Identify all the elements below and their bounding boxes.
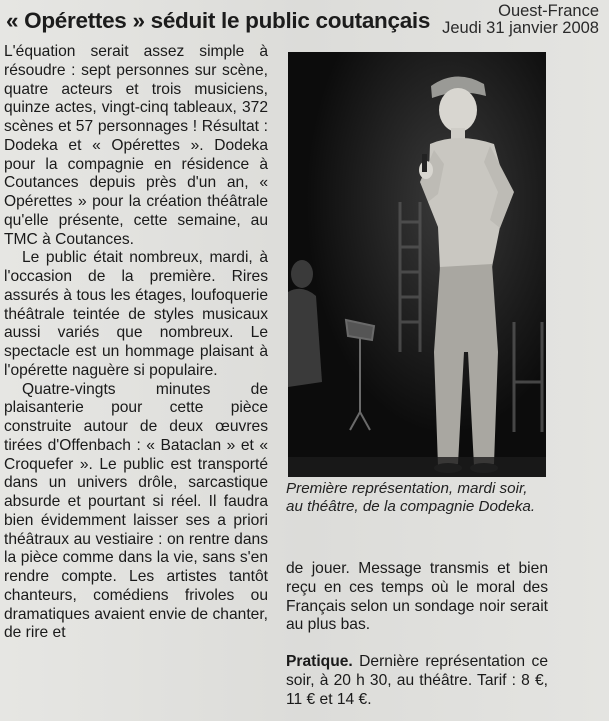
article-paragraph: Quatre-vingts minutes de plaisanterie pour cette pièce construite autour de deux œuvres tirées d'Offenbach : « Bataclan » et « Croquefer ». Le public est transporté dans un univers drôle, sarcastique absurde et pourtant si réel. Il faudra bien évidemment laisser ses a priori théâtraux au vestiaire : on rentre dans la pièce comme dans la vie, sans s'en rendre compte. Les artistes tantôt chanteurs, comédiens frivoles ou dramatiques avaient envie de chanter, de rire et [4, 380, 268, 642]
stage-photo [288, 52, 546, 477]
pratique-label: Pratique. [286, 653, 353, 670]
article-paragraph: Le public était nombreux, mardi, à l'occasion de la première. Rires assurés à tous les étages, loufoquerie théâtrale teintée de styles musicaux aussi variés que nombreux. Le spectacle est un hommage plaisant à l'opérette naguère si populaire. [4, 249, 268, 379]
publication-date: Jeudi 31 janvier 2008 [442, 19, 599, 37]
article-body-right-column [286, 560, 548, 709]
photo-caption: Première représentation, mardi soir, au théâtre, de la compagnie Dodeka. [286, 480, 536, 516]
article-paragraph: L'équation serait assez simple à résoudre : sept personnes sur scène, quatre acteurs et trois musiciens, quinze actes, vingt-cinq tableaux, 372 scènes et 57 personnages ! Résultat : Dodeka et « Opérettes ». Dodeka pour la compagnie en résidence à Coutances depuis près d'un an, « Opérettes » pour la création théâtrale qu'elle présente, cette semaine, au TMC à Coutances. [4, 43, 268, 248]
publication-info [442, 3, 599, 37]
article-body-left-column [4, 43, 268, 643]
article-paragraph: de jouer. Message transmis et bien reçu en ces temps où le moral des Français selon un sondage noir serait au plus bas. [286, 560, 548, 634]
pratique-info [286, 653, 548, 709]
pratique-text: Dernière représentation ce soir, à 20 h 30, au théâtre. Tarif : 8 €, 11 € et 14 €. [286, 653, 548, 708]
article-headline: « Opérettes » séduit le public coutançais [6, 8, 431, 33]
publication-name: Ouest-France [498, 2, 599, 20]
